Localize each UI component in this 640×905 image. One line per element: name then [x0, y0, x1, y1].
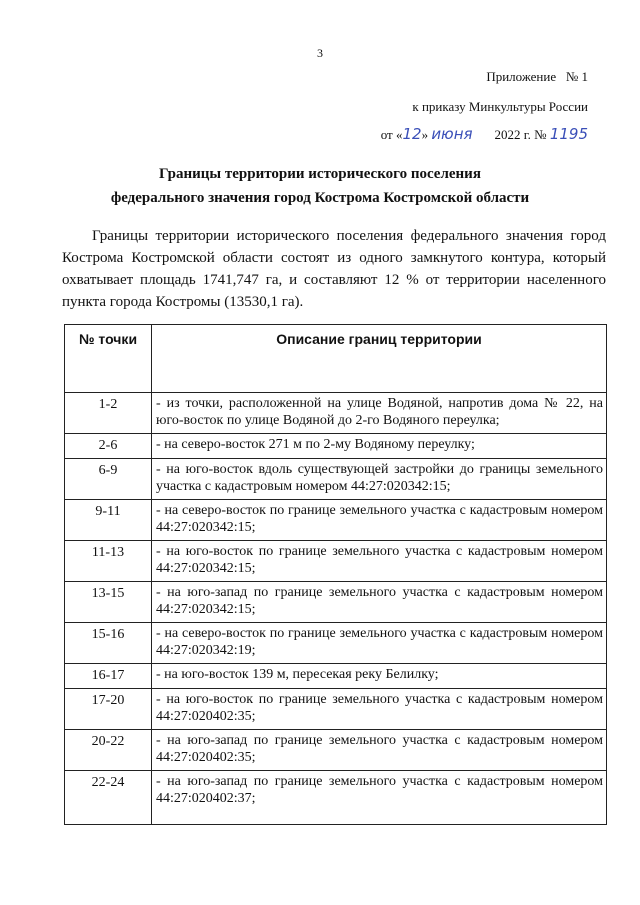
description-cell: - на юго-восток по границе земельного участка с кадастровым номером 44:27:020342:15; [152, 541, 607, 582]
date-mid: » [421, 127, 432, 142]
point-cell: 13-15 [65, 582, 152, 623]
boundary-table [64, 324, 607, 825]
point-cell: 20-22 [65, 730, 152, 771]
description-cell: - из точки, расположенной на улице Водяной, напротив дома № 22, на юго-восток по улице Водяной до 2-го Водяного переулка; [152, 393, 607, 434]
document-title [0, 162, 640, 210]
point-cell: 6-9 [65, 459, 152, 500]
table-row [65, 623, 607, 664]
point-cell: 2-6 [65, 434, 152, 459]
description-cell: - на юго-запад по границе земельного участка с кадастровым номером 44:27:020342:15; [152, 582, 607, 623]
description-cell: - на северо-восток по границе земельного участка с кадастровым номером 44:27:020342:15; [152, 500, 607, 541]
point-cell: 9-11 [65, 500, 152, 541]
header-point-number: № точки [65, 325, 152, 393]
point-cell: 16-17 [65, 664, 152, 689]
table-row [65, 582, 607, 623]
description-cell: - на юго-запад по границе земельного участка с кадастровым номером 44:27:020402:35; [152, 730, 607, 771]
page-number: 3 [317, 46, 323, 60]
point-cell: 1-2 [65, 393, 152, 434]
title-line-2: федерального значения город Кострома Костромской области [110, 190, 530, 206]
description-cell: - на юго-восток 139 м, пересекая реку Белилку; [152, 664, 607, 689]
date-year: 2022 г. № [494, 127, 550, 142]
intro-paragraph: Границы территории исторического поселения федерального значения город Кострома Костромской области состоят из одного замкнутого контура, который охватывает площадь 1741,747 га, и составляют 12 % от территории населенного пункта города Костромы (13530,1 га). [62, 228, 606, 310]
table-header-row [65, 325, 607, 393]
handwritten-month: июня [431, 125, 473, 143]
appendix-title: Приложение № 1 [486, 69, 588, 84]
table-row [65, 541, 607, 582]
description-cell: - на северо-восток 271 м по 2-му Водяному переулку; [152, 434, 607, 459]
handwritten-day: 12 [402, 125, 422, 143]
table-row [65, 664, 607, 689]
table-row [65, 500, 607, 541]
point-cell: 22-24 [65, 771, 152, 825]
title-line-1: Границы территории исторического поселения [159, 166, 481, 182]
description-cell: - на юго-восток по границе земельного участка с кадастровым номером 44:27:020402:35; [152, 689, 607, 730]
table-row [65, 393, 607, 434]
header-description: Описание границ территории [152, 325, 607, 393]
point-cell: 15-16 [65, 623, 152, 664]
table-row [65, 771, 607, 825]
description-cell: - на юго-восток вдоль существующей застройки до границы земельного участка с кадастровым номером 44:27:020342:15; [152, 459, 607, 500]
appendix-order-ref: к приказу Минкультуры России [412, 99, 588, 114]
description-cell: - на юго-запад по границе земельного участка с кадастровым номером 44:27:020402:37; [152, 771, 607, 825]
table-row [65, 730, 607, 771]
table-row [65, 459, 607, 500]
handwritten-order-number: 1195 [549, 125, 588, 143]
table-row [65, 434, 607, 459]
date-prefix: от « [380, 127, 403, 142]
appendix-date-line [381, 127, 588, 142]
point-cell: 11-13 [65, 541, 152, 582]
point-cell: 17-20 [65, 689, 152, 730]
table-row [65, 689, 607, 730]
description-cell: - на северо-восток по границе земельного участка с кадастровым номером 44:27:020342:19; [152, 623, 607, 664]
